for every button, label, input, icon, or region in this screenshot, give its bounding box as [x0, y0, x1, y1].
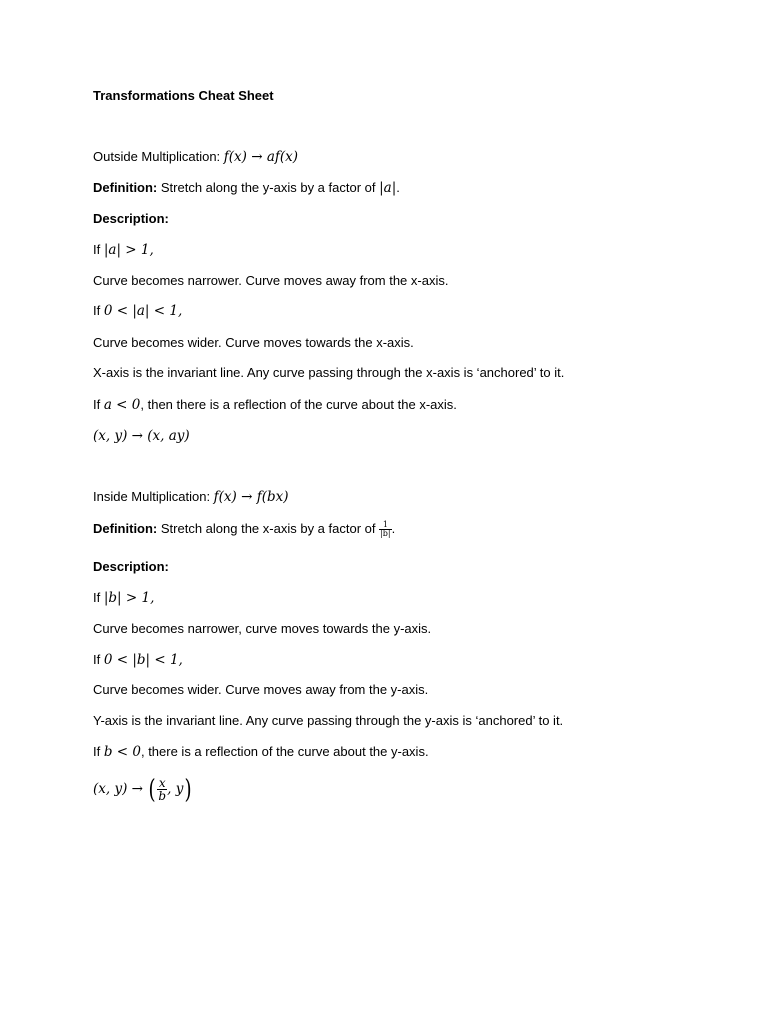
inside-definition-text: Stretch along the x-axis by a factor of — [157, 521, 380, 536]
outside-definition — [93, 179, 400, 197]
inside-result-1: Curve becomes narrower, curve moves towards the y-axis. — [93, 621, 432, 636]
inside-mapping-right: , y — [167, 781, 184, 797]
inside-cond1-text: If — [93, 590, 104, 605]
inside-heading-math: f(x) → f(bx) — [213, 489, 289, 505]
page-title: Transformations Cheat Sheet — [93, 88, 274, 103]
inside-mapping-close-paren: ) — [184, 774, 192, 805]
inside-mapping — [93, 774, 193, 804]
inside-definition-end: . — [391, 521, 396, 536]
outside-reflection-pre: If — [93, 397, 104, 412]
inside-mapping-frac-den: b — [158, 789, 167, 804]
inside-mapping-frac-num: x — [158, 776, 166, 791]
outside-mapping: (x, y) → (x, ay) — [93, 428, 190, 444]
inside-heading-text: Inside Multiplication: — [93, 489, 214, 504]
outside-condition-1 — [93, 241, 154, 259]
outside-reflection-math: a < 0 — [103, 397, 141, 413]
inside-definition-fraction — [379, 521, 392, 538]
inside-definition — [93, 520, 395, 538]
inside-definition-frac-den: |b| — [380, 529, 391, 539]
inside-reflection-math: b < 0 — [103, 744, 141, 760]
inside-mapping-fraction — [157, 777, 167, 802]
outside-definition-text: Stretch along the y-axis by a factor of — [157, 180, 380, 195]
outside-heading-text: Outside Multiplication: — [93, 149, 224, 164]
outside-heading — [93, 148, 298, 166]
outside-definition-math: |a| — [379, 180, 397, 196]
inside-result-2: Curve becomes wider. Curve moves away from the y-axis. — [93, 682, 429, 697]
inside-invariant: Y-axis is the invariant line. Any curve passing through the y-axis is ‘anchored’ to it. — [93, 713, 564, 728]
outside-cond2-text: If — [93, 303, 104, 318]
inside-reflection-post: , there is a reflection of the curve about the y-axis. — [140, 744, 429, 759]
inside-reflection — [93, 743, 429, 761]
outside-definition-label: Definition: — [93, 180, 158, 195]
inside-definition-label: Definition: — [93, 521, 158, 536]
outside-invariant: X-axis is the invariant line. Any curve passing through the x-axis is ‘anchored’ to it. — [93, 365, 565, 380]
inside-condition-2 — [93, 651, 183, 669]
inside-condition-1 — [93, 589, 154, 607]
outside-description-label: Description: — [93, 211, 169, 226]
outside-cond1-math: |a| > 1, — [103, 242, 154, 258]
outside-reflection — [93, 396, 457, 414]
outside-cond2-math: 0 < |a| < 1, — [103, 303, 183, 319]
inside-mapping-left: (x, y) → — [93, 781, 148, 797]
inside-cond2-text: If — [93, 652, 104, 667]
outside-definition-end: . — [396, 180, 400, 195]
outside-heading-math: f(x) → af(x) — [223, 149, 299, 165]
inside-description-label: Description: — [93, 559, 169, 574]
inside-cond2-math: 0 < |b| < 1, — [103, 652, 183, 668]
outside-reflection-post: , then there is a reflection of the curve about the x-axis. — [140, 397, 457, 412]
outside-result-2: Curve becomes wider. Curve moves towards the x-axis. — [93, 335, 414, 350]
outside-result-1: Curve becomes narrower. Curve moves away from the x-axis. — [93, 273, 449, 288]
inside-reflection-pre: If — [93, 744, 104, 759]
inside-cond1-math: |b| > 1, — [103, 590, 155, 606]
inside-mapping-open-paren: ( — [148, 774, 156, 805]
inside-heading — [93, 488, 289, 506]
outside-condition-2 — [93, 302, 182, 320]
inside-definition-frac-num: 1 — [379, 521, 392, 530]
outside-cond1-text: If — [93, 242, 104, 257]
